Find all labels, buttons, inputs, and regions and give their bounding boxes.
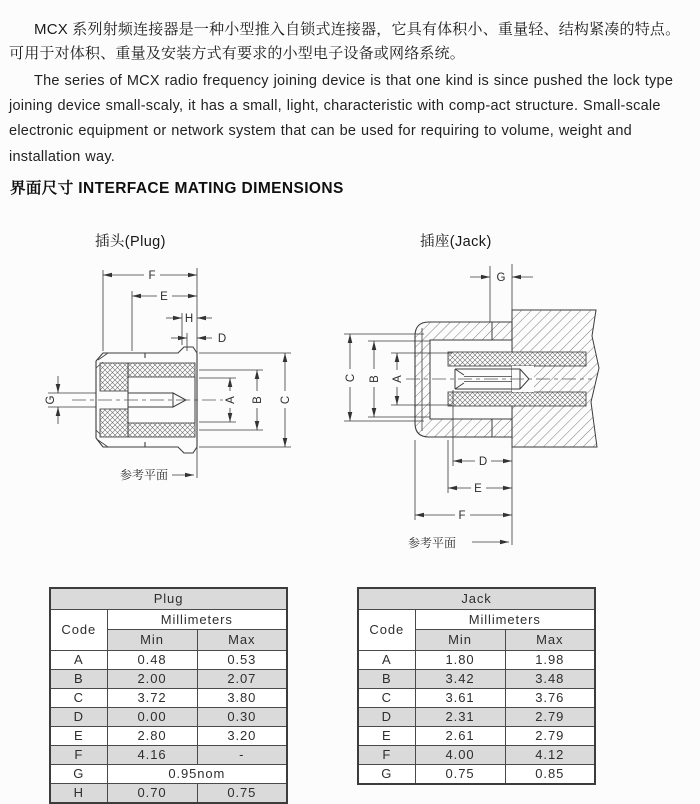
table-row <box>50 708 287 727</box>
plug-dim-label-g: G <box>45 395 58 405</box>
table-row <box>358 746 595 765</box>
table-cell: 2.31 <box>415 708 505 727</box>
jack-dim-label-c: C <box>345 373 358 383</box>
table-row <box>50 651 287 670</box>
table-cell: 3.80 <box>197 689 287 708</box>
table-cell: B <box>358 670 415 689</box>
plug-dim-label-f: F <box>148 270 156 282</box>
table-cell: C <box>50 689 107 708</box>
table-row <box>50 746 287 765</box>
table-row <box>358 708 595 727</box>
plug-dim-label-b: B <box>252 396 265 404</box>
table-cell: 2.00 <box>107 670 197 689</box>
plug-dim-label-a: A <box>225 396 238 404</box>
table-cell: 2.79 <box>505 708 595 727</box>
table-cell: B <box>50 670 107 689</box>
table-cell: 4.00 <box>415 746 505 765</box>
table-cell: 0.85 <box>505 765 595 785</box>
table-row <box>50 727 287 746</box>
jack-dim-label-e: E <box>474 483 482 495</box>
min-header: Min <box>415 630 505 651</box>
table-row <box>358 610 595 630</box>
table-cell: E <box>358 727 415 746</box>
table-row <box>358 651 595 670</box>
table-cell: C <box>358 689 415 708</box>
table-cell: 3.61 <box>415 689 505 708</box>
table-cell: 3.72 <box>107 689 197 708</box>
table-cell: 4.16 <box>107 746 197 765</box>
table-row <box>50 689 287 708</box>
table-cell: 1.98 <box>505 651 595 670</box>
table-cell: 0.70 <box>107 784 197 804</box>
table-cell: 0.75 <box>415 765 505 785</box>
max-header: Max <box>197 630 287 651</box>
section-heading: 界面尺寸 INTERFACE MATING DIMENSIONS <box>10 180 344 197</box>
table-cell: 2.79 <box>505 727 595 746</box>
code-header: Code <box>50 610 107 651</box>
table-cell: E <box>50 727 107 746</box>
table-cell: 0.53 <box>197 651 287 670</box>
table-cell: 2.07 <box>197 670 287 689</box>
table-cell: 3.20 <box>197 727 287 746</box>
table-cell: G <box>358 765 415 785</box>
table-cell: A <box>358 651 415 670</box>
jack-table <box>357 587 596 785</box>
table-cell: 0.00 <box>107 708 197 727</box>
table-cell: 0.48 <box>107 651 197 670</box>
plug-diagram <box>40 250 340 505</box>
table-row <box>358 588 595 610</box>
table-cell: 1.80 <box>415 651 505 670</box>
plug-diagram-label: 插头(Plug) <box>95 234 166 250</box>
intro-paragraph-en: The series of MCX radio frequency joining device is that one kind is since pushed the lock type joining device small-scaly, it has a small, light, characteristic with comp-act structure. Small-scale electronic equipment or network system that can be used for requiring to volume, weight and installation way. <box>9 72 674 165</box>
plug-dim-label-e: E <box>160 291 168 303</box>
table-row <box>358 670 595 689</box>
jack-dim-label-d: D <box>478 456 488 468</box>
jack-diagram <box>335 245 700 560</box>
table-cell: 0.30 <box>197 708 287 727</box>
table-cell: 3.42 <box>415 670 505 689</box>
plug-table <box>49 587 288 804</box>
table-cell: D <box>50 708 107 727</box>
table-cell: 4.12 <box>505 746 595 765</box>
unit-header: Millimeters <box>415 610 595 630</box>
table-cell: 2.61 <box>415 727 505 746</box>
jack-dim-label-a: A <box>392 375 405 383</box>
table-cell: 3.76 <box>505 689 595 708</box>
jack-dim-label-g: G <box>496 272 506 284</box>
intro-paragraph-zh: MCX 系列射频连接器是一种小型推入自锁式连接器，它具有体积小、重量轻、结构紧凑的特点。可用于对体积、重量及安装方式有要求的小型电子设备或网络系统。 <box>9 21 681 62</box>
table-cell: F <box>358 746 415 765</box>
plug-dim-label-c: C <box>280 395 293 405</box>
table-cell: H <box>50 784 107 804</box>
table-row <box>358 765 595 785</box>
table-row <box>50 610 287 630</box>
table-row <box>50 784 287 804</box>
table-cell: G <box>50 765 107 784</box>
jack-table-title: Jack <box>358 588 595 610</box>
plug-dim-label-d: D <box>217 333 227 345</box>
table-cell: A <box>50 651 107 670</box>
jack-diagram-label: 插座(Jack) <box>420 234 492 250</box>
max-header: Max <box>505 630 595 651</box>
table-cell: 3.48 <box>505 670 595 689</box>
table-row <box>50 588 287 610</box>
table-cell: - <box>197 746 287 765</box>
min-header: Min <box>107 630 197 651</box>
table-row <box>50 765 287 784</box>
plug-dim-label-h: H <box>184 313 194 325</box>
plug-table-title: Plug <box>50 588 287 610</box>
table-row <box>358 689 595 708</box>
table-cell: D <box>358 708 415 727</box>
code-header: Code <box>358 610 415 651</box>
unit-header: Millimeters <box>107 610 287 630</box>
plug-reference-plane-label: 参考平面 <box>120 468 169 482</box>
jack-dim-label-f: F <box>458 510 466 522</box>
table-cell: F <box>50 746 107 765</box>
jack-reference-plane-label: 参考平面 <box>408 536 457 550</box>
jack-dim-label-b: B <box>369 375 382 383</box>
table-row <box>50 670 287 689</box>
table-cell: 2.80 <box>107 727 197 746</box>
table-row <box>358 727 595 746</box>
table-cell: 0.95nom <box>107 765 287 784</box>
table-cell: 0.75 <box>197 784 287 804</box>
